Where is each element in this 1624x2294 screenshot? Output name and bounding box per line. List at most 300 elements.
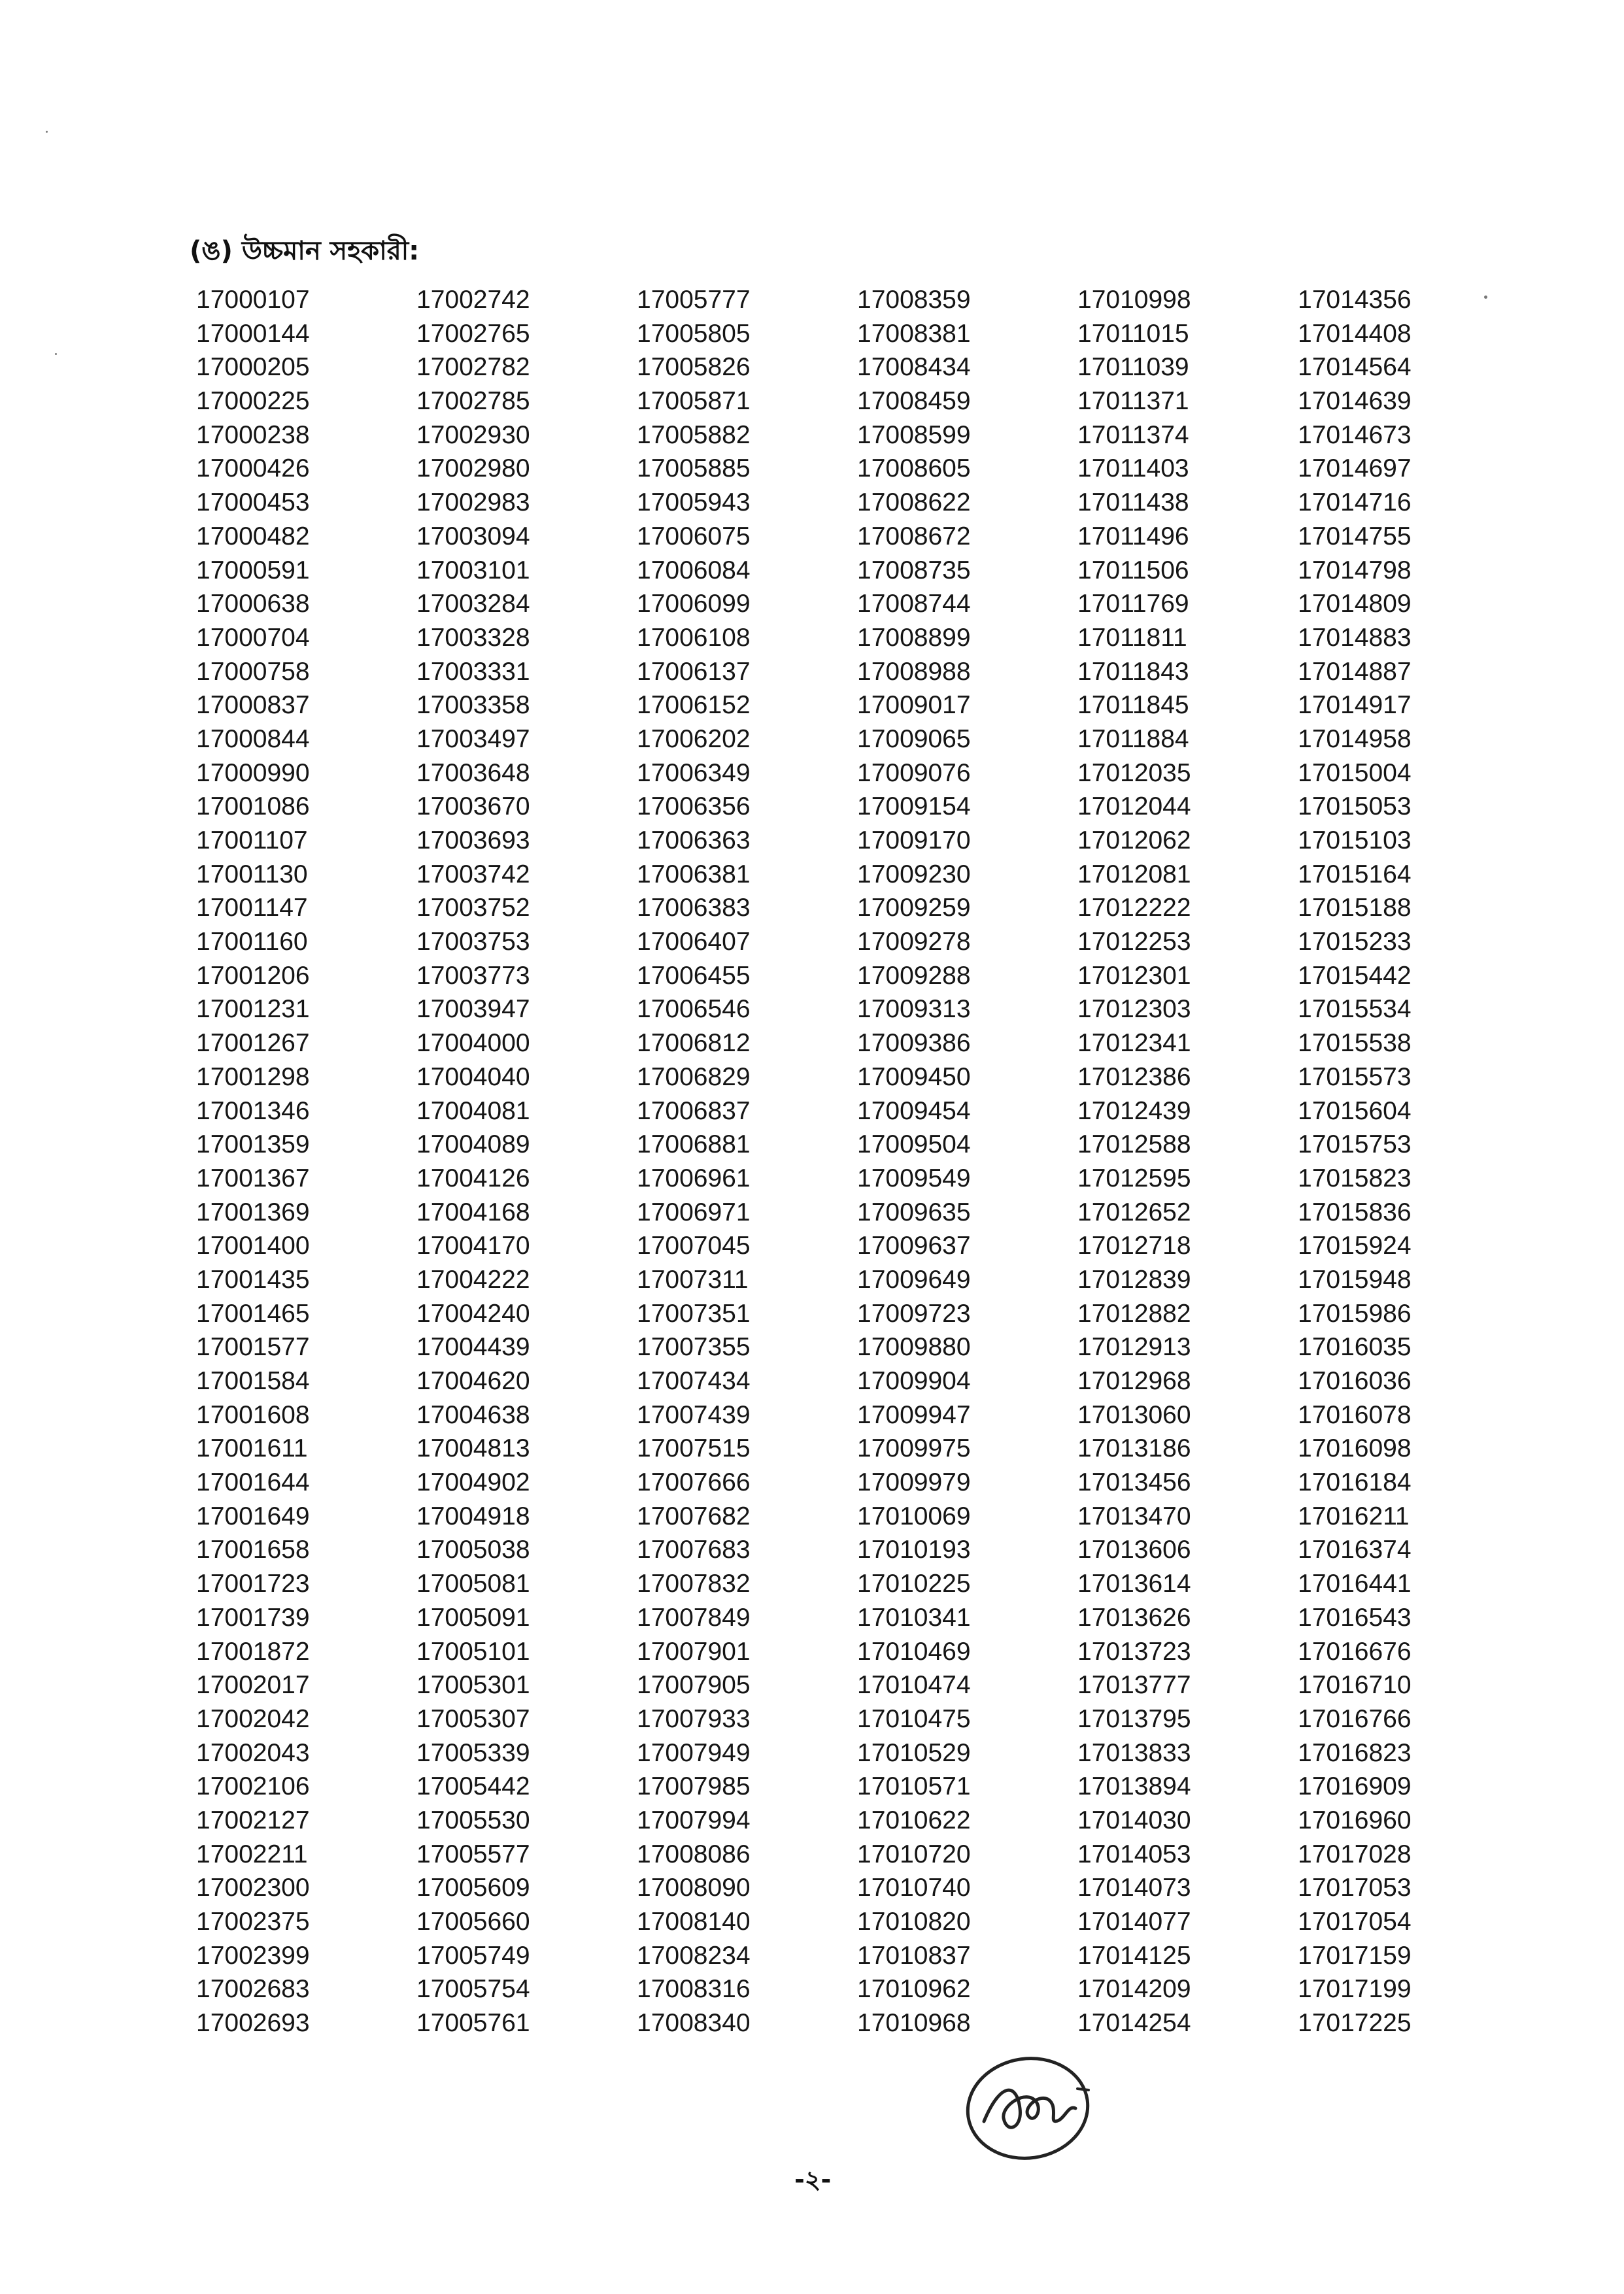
- roll-number: 17014209: [1077, 1975, 1191, 2004]
- roll-number: 17009723: [857, 1299, 971, 1328]
- roll-number: 17005761: [416, 2009, 530, 2038]
- roll-number: 17012301: [1077, 961, 1191, 990]
- roll-number: 17000225: [196, 387, 310, 416]
- roll-number: 17012882: [1077, 1299, 1191, 1328]
- roll-number: 17005609: [416, 1874, 530, 1902]
- roll-number: 17014053: [1077, 1840, 1191, 1868]
- roll-number: 17004240: [416, 1299, 530, 1328]
- roll-number: 17016543: [1298, 1603, 1412, 1632]
- roll-number: 17001584: [196, 1367, 310, 1395]
- roll-number: 17005871: [637, 387, 751, 416]
- roll-number-grid: [196, 283, 1518, 2040]
- roll-number: 17015753: [1298, 1130, 1412, 1159]
- roll-number: 17006546: [637, 995, 751, 1024]
- roll-number: 17004126: [416, 1164, 530, 1192]
- roll-number: 17002211: [196, 1840, 308, 1868]
- roll-number: 17007045: [637, 1232, 751, 1260]
- roll-number: 17015103: [1298, 826, 1412, 854]
- roll-number: 17013894: [1077, 1772, 1191, 1801]
- roll-number: 17007515: [637, 1434, 751, 1463]
- roll-number: 17001644: [196, 1468, 310, 1497]
- roll-number: 17000426: [196, 454, 310, 483]
- roll-number: 17004170: [416, 1232, 530, 1260]
- roll-number: 17001400: [196, 1232, 310, 1260]
- roll-number: 17009230: [857, 860, 971, 888]
- roll-number: 17005754: [416, 1975, 530, 2004]
- roll-number: 17014887: [1298, 657, 1412, 686]
- roll-number: 17008140: [637, 1908, 751, 1936]
- roll-number: 17010529: [857, 1738, 971, 1767]
- roll-number: 17015442: [1298, 961, 1412, 990]
- roll-number: 17013470: [1077, 1502, 1191, 1530]
- roll-number: 17004168: [416, 1198, 530, 1226]
- roll-number: 17012222: [1077, 894, 1191, 922]
- roll-number: 17006407: [637, 928, 751, 956]
- roll-number: 17014254: [1077, 2009, 1191, 2038]
- roll-number: 17012081: [1077, 860, 1191, 888]
- roll-number: 17017053: [1298, 1874, 1412, 1902]
- roll-number: 17015924: [1298, 1232, 1412, 1260]
- roll-number: 17003693: [416, 826, 530, 854]
- roll-number: 17009979: [857, 1468, 971, 1497]
- roll-number: 17001611: [196, 1434, 308, 1463]
- roll-number: 17009170: [857, 826, 971, 854]
- roll-number: 17013795: [1077, 1704, 1191, 1733]
- roll-number: 17007901: [637, 1637, 751, 1666]
- roll-number: 17008381: [857, 319, 971, 348]
- roll-number: 17000107: [196, 286, 310, 314]
- roll-number: 17001231: [196, 995, 310, 1024]
- roll-number: 17006363: [637, 826, 751, 854]
- roll-number: 17007434: [637, 1367, 751, 1395]
- roll-number: 17008359: [857, 286, 971, 314]
- roll-number: 17009288: [857, 961, 971, 990]
- roll-number: 17011015: [1077, 319, 1189, 348]
- roll-number: 17002399: [196, 1941, 310, 1970]
- roll-number: 17015164: [1298, 860, 1412, 888]
- roll-number: 17003670: [416, 792, 530, 821]
- roll-number: 17005081: [416, 1570, 530, 1598]
- roll-number: 17012439: [1077, 1096, 1191, 1125]
- roll-number: 17001359: [196, 1130, 310, 1159]
- roll-number: 17003752: [416, 894, 530, 922]
- roll-number: 17002930: [416, 420, 530, 449]
- roll-number: 17007949: [637, 1738, 751, 1767]
- roll-number: 17014030: [1077, 1806, 1191, 1834]
- roll-number: 17001298: [196, 1062, 310, 1091]
- roll-number: 17012652: [1077, 1198, 1191, 1226]
- roll-column: [196, 283, 416, 2040]
- roll-number: 17013614: [1077, 1570, 1191, 1598]
- roll-number: 17015573: [1298, 1062, 1412, 1091]
- roll-number: 17004222: [416, 1265, 530, 1294]
- roll-number: 17016211: [1298, 1502, 1410, 1530]
- roll-number: 17010837: [857, 1941, 971, 1970]
- roll-number: 17011811: [1077, 623, 1187, 652]
- roll-number: 17007985: [637, 1772, 751, 1801]
- roll-number: 17012386: [1077, 1062, 1191, 1091]
- roll-number: 17009454: [857, 1096, 971, 1125]
- roll-number: 17002983: [416, 488, 530, 517]
- roll-number: 17016676: [1298, 1637, 1412, 1666]
- roll-number: 17002785: [416, 387, 530, 416]
- roll-number: 17016909: [1298, 1772, 1412, 1801]
- roll-number: 17011884: [1077, 724, 1189, 753]
- roll-number: 17015604: [1298, 1096, 1412, 1125]
- roll-number: 17006455: [637, 961, 751, 990]
- roll-number: 17000837: [196, 691, 310, 720]
- roll-number: 17012595: [1077, 1164, 1191, 1192]
- roll-number: 17007832: [637, 1570, 751, 1598]
- roll-number: 17002127: [196, 1806, 310, 1834]
- roll-number: 17003284: [416, 590, 530, 618]
- roll-number: 17001206: [196, 961, 310, 990]
- roll-number: 17005777: [637, 286, 751, 314]
- roll-number: 17005301: [416, 1671, 530, 1700]
- roll-number: 17005882: [637, 420, 751, 449]
- roll-number: 17000758: [196, 657, 310, 686]
- roll-number: 17014798: [1298, 556, 1412, 584]
- roll-number: 17014073: [1077, 1874, 1191, 1902]
- roll-number: 17015948: [1298, 1265, 1412, 1294]
- roll-number: 17006108: [637, 623, 751, 652]
- roll-number: 17009504: [857, 1130, 971, 1159]
- roll-number: 17001346: [196, 1096, 310, 1125]
- roll-number: 17002683: [196, 1975, 310, 2004]
- roll-number: 17003497: [416, 724, 530, 753]
- roll-number: 17001267: [196, 1029, 310, 1058]
- roll-number: 17013060: [1077, 1400, 1191, 1429]
- roll-number: 17015004: [1298, 758, 1412, 787]
- roll-number: 17000238: [196, 420, 310, 449]
- roll-number: 17016374: [1298, 1536, 1412, 1564]
- roll-number: 17000453: [196, 488, 310, 517]
- roll-number: 17015534: [1298, 995, 1412, 1024]
- roll-number: 17005660: [416, 1908, 530, 1936]
- roll-number: 17003742: [416, 860, 530, 888]
- roll-number: 17010225: [857, 1570, 971, 1598]
- roll-number: 17004439: [416, 1333, 530, 1362]
- roll-number: 17011403: [1077, 454, 1189, 483]
- roll-number: 17005805: [637, 319, 751, 348]
- roll-number: 17014697: [1298, 454, 1412, 483]
- roll-number: 17014958: [1298, 724, 1412, 753]
- page-number: -২-: [794, 2165, 832, 2194]
- roll-number: 17008899: [857, 623, 971, 652]
- roll-number: 17007439: [637, 1400, 751, 1429]
- roll-number: 17007351: [637, 1299, 751, 1328]
- roll-number: 17016960: [1298, 1806, 1412, 1834]
- roll-number: 17013606: [1077, 1536, 1191, 1564]
- roll-number: 17010998: [1077, 286, 1191, 314]
- roll-number: 17001649: [196, 1502, 310, 1530]
- roll-number: 17004089: [416, 1130, 530, 1159]
- roll-number: 17003101: [416, 556, 530, 584]
- roll-number: 17016035: [1298, 1333, 1412, 1362]
- roll-number: 17014639: [1298, 387, 1412, 416]
- roll-number: 17003358: [416, 691, 530, 720]
- roll-number: 17006812: [637, 1029, 751, 1058]
- roll-number: 17009259: [857, 894, 971, 922]
- roll-number: 17015986: [1298, 1299, 1412, 1328]
- roll-number: 17009947: [857, 1400, 971, 1429]
- roll-number: 17004081: [416, 1096, 530, 1125]
- roll-number: 17010571: [857, 1772, 971, 1801]
- roll-number: 17017028: [1298, 1840, 1412, 1868]
- roll-number: 17009017: [857, 691, 971, 720]
- roll-number: 17014755: [1298, 522, 1412, 550]
- roll-number: 17002043: [196, 1738, 310, 1767]
- roll-number: 17009904: [857, 1367, 971, 1395]
- roll-number: 17005307: [416, 1704, 530, 1733]
- roll-number: 17015053: [1298, 792, 1412, 821]
- roll-number: 17009450: [857, 1062, 971, 1091]
- roll-number: 17013833: [1077, 1738, 1191, 1767]
- roll-number: 17014408: [1298, 319, 1412, 348]
- roll-number: 17001723: [196, 1570, 310, 1598]
- roll-number: 17006381: [637, 860, 751, 888]
- roll-number: 17002017: [196, 1671, 310, 1700]
- roll-number: 17012588: [1077, 1130, 1191, 1159]
- roll-number: 17017199: [1298, 1975, 1412, 2004]
- roll-number: 17008599: [857, 420, 971, 449]
- roll-number: 17008988: [857, 657, 971, 686]
- roll-number: 17001147: [196, 894, 308, 922]
- roll-number: 17000205: [196, 353, 310, 382]
- roll-number: 17006881: [637, 1130, 751, 1159]
- roll-number: 17005101: [416, 1637, 530, 1666]
- roll-number: 17013456: [1077, 1468, 1191, 1497]
- roll-number: 17009065: [857, 724, 971, 753]
- roll-number: 17004620: [416, 1367, 530, 1395]
- roll-number: 17017054: [1298, 1908, 1412, 1936]
- roll-number: 17005038: [416, 1536, 530, 1564]
- roll-number: 17008086: [637, 1840, 751, 1868]
- roll-number: 17012253: [1077, 928, 1191, 956]
- roll-number: 17016036: [1298, 1367, 1412, 1395]
- roll-number: 17001107: [196, 826, 308, 854]
- roll-number: 17010475: [857, 1704, 971, 1733]
- roll-number: 17006349: [637, 758, 751, 787]
- roll-number: 17016098: [1298, 1434, 1412, 1463]
- roll-number: 17002375: [196, 1908, 310, 1936]
- roll-number: 17014809: [1298, 590, 1412, 618]
- roll-number: 17010069: [857, 1502, 971, 1530]
- signature: [955, 2043, 1105, 2167]
- roll-number: 17014883: [1298, 623, 1412, 652]
- roll-number: 17008340: [637, 2009, 751, 2038]
- roll-number: 17001369: [196, 1198, 310, 1226]
- roll-column: [416, 283, 637, 2040]
- roll-number: 17010474: [857, 1671, 971, 1700]
- roll-number: 17016184: [1298, 1468, 1412, 1497]
- roll-number: 17003328: [416, 623, 530, 652]
- roll-number: 17013723: [1077, 1637, 1191, 1666]
- roll-number: 17001160: [196, 928, 308, 956]
- roll-number: 17001435: [196, 1265, 310, 1294]
- roll-number: 17010968: [857, 2009, 971, 2038]
- roll-number: 17005091: [416, 1603, 530, 1632]
- roll-number: 17012035: [1077, 758, 1191, 787]
- roll-number: 17002765: [416, 319, 530, 348]
- roll-number: 17010962: [857, 1975, 971, 2004]
- roll-number: 17009975: [857, 1434, 971, 1463]
- roll-number: 17001086: [196, 792, 310, 821]
- roll-number: 17015836: [1298, 1198, 1412, 1226]
- roll-number: 17006961: [637, 1164, 751, 1192]
- roll-column: [1077, 283, 1298, 2040]
- roll-number: 17012718: [1077, 1232, 1191, 1260]
- roll-number: 17012913: [1077, 1333, 1191, 1362]
- roll-number: 17008735: [857, 556, 971, 584]
- roll-number: 17002042: [196, 1704, 310, 1733]
- scan-speck: [1484, 295, 1487, 299]
- roll-number: 17009880: [857, 1333, 971, 1362]
- roll-number: 17003331: [416, 657, 530, 686]
- roll-number: 17001130: [196, 860, 308, 888]
- roll-number: 17014673: [1298, 420, 1412, 449]
- roll-number: 17009386: [857, 1029, 971, 1058]
- roll-column: [857, 283, 1077, 2040]
- section-heading: (ঙ) উচ্চমান সহকারী:: [190, 236, 420, 266]
- roll-number: 17012839: [1077, 1265, 1191, 1294]
- roll-number: 17001739: [196, 1603, 310, 1632]
- roll-number: 17015233: [1298, 928, 1412, 956]
- roll-number: 17005339: [416, 1738, 530, 1767]
- roll-number: 17003648: [416, 758, 530, 787]
- roll-number: 17004638: [416, 1400, 530, 1429]
- roll-number: 17017159: [1298, 1941, 1412, 1970]
- roll-number: 17005530: [416, 1806, 530, 1834]
- roll-number: 17012341: [1077, 1029, 1191, 1058]
- roll-number: 17006356: [637, 792, 751, 821]
- roll-number: 17008234: [637, 1941, 751, 1970]
- scan-speck: [55, 353, 57, 355]
- roll-number: 17007905: [637, 1671, 751, 1700]
- roll-number: 17003773: [416, 961, 530, 990]
- roll-number: 17000704: [196, 623, 310, 652]
- roll-number: 17006099: [637, 590, 751, 618]
- roll-number: 17011496: [1077, 522, 1189, 550]
- roll-number: 17006084: [637, 556, 751, 584]
- roll-number: 17007849: [637, 1603, 751, 1632]
- roll-number: 17008622: [857, 488, 971, 517]
- roll-number: 17001658: [196, 1536, 310, 1564]
- roll-number: 17009637: [857, 1232, 971, 1260]
- roll-number: 17016823: [1298, 1738, 1412, 1767]
- roll-number: 17000482: [196, 522, 310, 550]
- roll-number: 17013777: [1077, 1671, 1191, 1700]
- roll-number: 17015538: [1298, 1029, 1412, 1058]
- roll-number: 17012044: [1077, 792, 1191, 821]
- roll-number: 17011845: [1077, 691, 1189, 720]
- roll-number: 17000591: [196, 556, 310, 584]
- roll-number: 17002106: [196, 1772, 310, 1801]
- roll-number: 17016441: [1298, 1570, 1412, 1598]
- roll-number: 17015188: [1298, 894, 1412, 922]
- roll-number: 17010341: [857, 1603, 971, 1632]
- roll-number: 17004902: [416, 1468, 530, 1497]
- roll-number: 17009313: [857, 995, 971, 1024]
- roll-number: 17008459: [857, 387, 971, 416]
- roll-number: 17012968: [1077, 1367, 1191, 1395]
- roll-number: 17004813: [416, 1434, 530, 1463]
- roll-number: 17014716: [1298, 488, 1412, 517]
- roll-number: 17016078: [1298, 1400, 1412, 1429]
- roll-number: 17017225: [1298, 2009, 1412, 2038]
- roll-number: 17007311: [637, 1265, 749, 1294]
- roll-number: 17009549: [857, 1164, 971, 1192]
- roll-number: 17016710: [1298, 1671, 1412, 1700]
- roll-number: 17012303: [1077, 995, 1191, 1024]
- roll-number: 17010622: [857, 1806, 971, 1834]
- roll-number: 17000144: [196, 319, 310, 348]
- roll-number: 17008316: [637, 1975, 751, 2004]
- roll-number: 17011371: [1077, 387, 1189, 416]
- roll-number: 17006383: [637, 894, 751, 922]
- scan-speck: [46, 131, 48, 133]
- roll-number: 17003094: [416, 522, 530, 550]
- roll-number: 17002742: [416, 286, 530, 314]
- roll-number: 17000844: [196, 724, 310, 753]
- roll-number: 17006202: [637, 724, 751, 753]
- roll-number: 17005577: [416, 1840, 530, 1868]
- roll-number: 17009649: [857, 1265, 971, 1294]
- roll-number: 17013626: [1077, 1603, 1191, 1632]
- roll-number: 17014356: [1298, 286, 1412, 314]
- roll-number: 17006837: [637, 1096, 751, 1125]
- roll-number: 17011438: [1077, 488, 1189, 517]
- roll-number: 17008672: [857, 522, 971, 550]
- roll-number: 17001465: [196, 1299, 310, 1328]
- roll-number: 17000990: [196, 758, 310, 787]
- roll-number: 17008605: [857, 454, 971, 483]
- roll-number: 17013186: [1077, 1434, 1191, 1463]
- roll-number: 17002300: [196, 1874, 310, 1902]
- roll-number: 17011039: [1077, 353, 1189, 382]
- roll-number: 17006152: [637, 691, 751, 720]
- roll-number: 17010820: [857, 1908, 971, 1936]
- roll-number: 17014077: [1077, 1908, 1191, 1936]
- roll-number: 17001577: [196, 1333, 310, 1362]
- roll-number: 17007355: [637, 1333, 751, 1362]
- roll-number: 17008434: [857, 353, 971, 382]
- roll-number: 17006829: [637, 1062, 751, 1091]
- roll-number: 17001367: [196, 1164, 310, 1192]
- roll-number: 17005885: [637, 454, 751, 483]
- roll-number: 17014564: [1298, 353, 1412, 382]
- roll-number: 17014917: [1298, 691, 1412, 720]
- roll-number: 17010193: [857, 1536, 971, 1564]
- roll-number: 17010740: [857, 1874, 971, 1902]
- roll-number: 17005442: [416, 1772, 530, 1801]
- roll-number: 17007994: [637, 1806, 751, 1834]
- roll-number: 17006971: [637, 1198, 751, 1226]
- roll-number: 17003753: [416, 928, 530, 956]
- roll-number: 17007682: [637, 1502, 751, 1530]
- roll-number: 17009635: [857, 1198, 971, 1226]
- roll-number: 17005943: [637, 488, 751, 517]
- roll-number: 17015823: [1298, 1164, 1412, 1192]
- roll-number: 17016766: [1298, 1704, 1412, 1733]
- roll-number: 17001608: [196, 1400, 310, 1429]
- roll-number: 17011769: [1077, 590, 1189, 618]
- roll-number: 17007933: [637, 1704, 751, 1733]
- roll-number: 17005749: [416, 1941, 530, 1970]
- roll-number: 17002693: [196, 2009, 310, 2038]
- roll-number: 17009278: [857, 928, 971, 956]
- roll-column: [1298, 283, 1518, 2040]
